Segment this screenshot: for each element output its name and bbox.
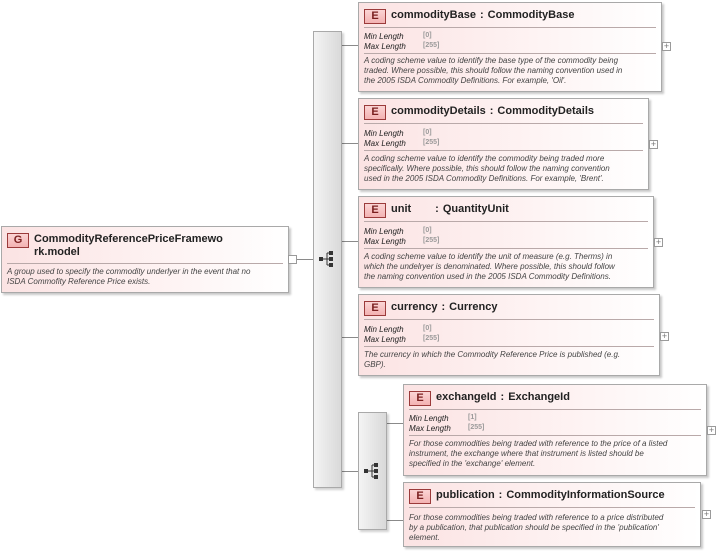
min-length-value: [0] (423, 227, 432, 234)
max-length-label: Max Length (364, 139, 406, 148)
element-description-line: A coding scheme value to identify the commodity being traded more (364, 154, 605, 163)
connector-line (341, 337, 358, 338)
connector-line (386, 520, 403, 521)
element-description-line: instrument, the exchange where that instrument is listed should be (409, 449, 644, 458)
expand-button[interactable]: + (655, 237, 662, 247)
element-badge: E (364, 301, 386, 316)
group-collapse-toggle[interactable] (288, 255, 297, 264)
type-separator: : (435, 203, 439, 215)
group-description-line1: A group used to specify the commodity underlyer in the event that no (7, 267, 251, 276)
type-separator: : (479, 9, 484, 21)
max-length-value: [255] (423, 42, 440, 49)
divider (364, 53, 656, 54)
divider (364, 27, 656, 28)
element-commodityDetails[interactable] (358, 98, 649, 190)
element-badge: E (364, 105, 386, 120)
connector-line (341, 45, 358, 46)
element-name: publication (436, 489, 495, 501)
divider (364, 346, 654, 347)
element-description-line: traded. Where possible, this should follow the naming convention used in (364, 66, 623, 75)
divider (364, 123, 643, 124)
sequence-icon (319, 251, 337, 267)
min-length-label: Min Length (364, 129, 404, 138)
divider (7, 263, 283, 264)
element-description-line: For those commodities being traded with reference to the price of a listed (409, 439, 668, 448)
element-type: QuantityUnit (442, 203, 509, 215)
group-box[interactable] (1, 226, 289, 293)
element-description-line: the 2005 ISDA Commodity Definitions. For example, 'Oil'. (364, 76, 567, 85)
divider (364, 221, 648, 222)
type-separator: : (489, 105, 494, 117)
connector-line (386, 423, 403, 424)
expand-button[interactable]: + (663, 41, 670, 51)
min-length-label: Min Length (364, 227, 404, 236)
element-title (436, 391, 570, 403)
element-title (391, 105, 594, 117)
divider (409, 435, 701, 436)
max-length-label: Max Length (364, 335, 406, 344)
min-length-value: [1] (468, 414, 477, 421)
divider (364, 319, 654, 320)
type-separator: : (500, 391, 505, 403)
element-title (391, 301, 497, 313)
expand-button[interactable]: + (708, 425, 715, 435)
expand-button[interactable]: + (703, 509, 710, 519)
element-unit[interactable] (358, 196, 654, 288)
element-badge: E (409, 391, 431, 406)
element-name: currency (391, 301, 438, 313)
max-length-value: [255] (423, 139, 440, 146)
element-type: ExchangeId (508, 391, 570, 403)
element-description-line: specifically. Where possible, this should follow the naming convention (364, 164, 610, 173)
choice-icon (364, 463, 382, 479)
max-length-label: Max Length (409, 424, 451, 433)
element-name: commodityDetails (391, 105, 486, 117)
max-length-value: [255] (423, 335, 440, 342)
min-length-value: [0] (423, 325, 432, 332)
connector-line (341, 471, 358, 472)
element-description-line: A coding scheme value to identify the unit of measure (e.g. Therms) in (364, 252, 613, 261)
element-description-line: element. (409, 533, 440, 542)
max-length-value: [255] (423, 237, 440, 244)
expand-button[interactable]: + (650, 139, 657, 149)
element-publication[interactable] (403, 482, 701, 547)
element-description-line: The currency in which the Commodity Reference Price is published (e.g. (364, 350, 621, 359)
element-description-line: by a publication, that publication should be specified in the 'publication' (409, 523, 659, 532)
max-length-value: [255] (468, 424, 485, 431)
min-length-value: [0] (423, 129, 432, 136)
element-description-line: the naming convention used in the 2005 ISDA Commodity Definitions. (364, 272, 611, 281)
element-type: Currency (449, 301, 498, 313)
divider (409, 507, 695, 508)
group-badge: G (7, 233, 29, 248)
element-badge: E (364, 203, 386, 218)
element-title (436, 489, 665, 501)
min-length-label: Min Length (364, 325, 404, 334)
connector-line (341, 241, 358, 242)
element-type: CommodityInformationSource (506, 489, 665, 501)
max-length-label: Max Length (364, 237, 406, 246)
element-name: commodityBase (391, 9, 476, 21)
min-length-label: Min Length (364, 32, 404, 41)
element-description-line: specified in the 'exchange' element. (409, 459, 536, 468)
min-length-value: [0] (423, 32, 432, 39)
element-description-line: For those commodities being traded with reference to a price distributed (409, 513, 664, 522)
element-currency[interactable] (358, 294, 660, 376)
element-name: unit (391, 203, 412, 215)
element-description-line: used in the 2005 ISDA Commodity Definitions. For example, 'Brent'. (364, 174, 604, 183)
divider (364, 150, 643, 151)
element-badge: E (409, 489, 431, 504)
group-name-line2: rk.model (34, 246, 80, 258)
element-type: CommodityBase (487, 9, 575, 21)
divider (364, 248, 648, 249)
element-exchangeId[interactable] (403, 384, 707, 476)
divider (409, 409, 701, 410)
element-type: CommodityDetails (497, 105, 594, 117)
element-description-line: GBP). (364, 360, 386, 369)
element-commodityBase[interactable] (358, 2, 662, 92)
element-title (391, 203, 509, 215)
group-name-line1: CommodityReferencePriceFramewo (34, 233, 223, 245)
element-description-line: A coding scheme value to identify the base type of the commodity being (364, 56, 619, 65)
element-name: exchangeId (436, 391, 497, 403)
element-title (391, 9, 574, 21)
max-length-label: Max Length (364, 42, 406, 51)
min-length-label: Min Length (409, 414, 449, 423)
element-badge: E (364, 9, 386, 24)
element-description-line: which the undelryer is denominated. Where possible, this should follow (364, 262, 615, 271)
expand-button[interactable]: + (661, 331, 668, 341)
type-separator: : (498, 489, 503, 501)
connector-line (341, 143, 358, 144)
type-separator: : (441, 301, 446, 313)
group-description-line2: ISDA Commofity Reference Price exists. (7, 277, 151, 286)
